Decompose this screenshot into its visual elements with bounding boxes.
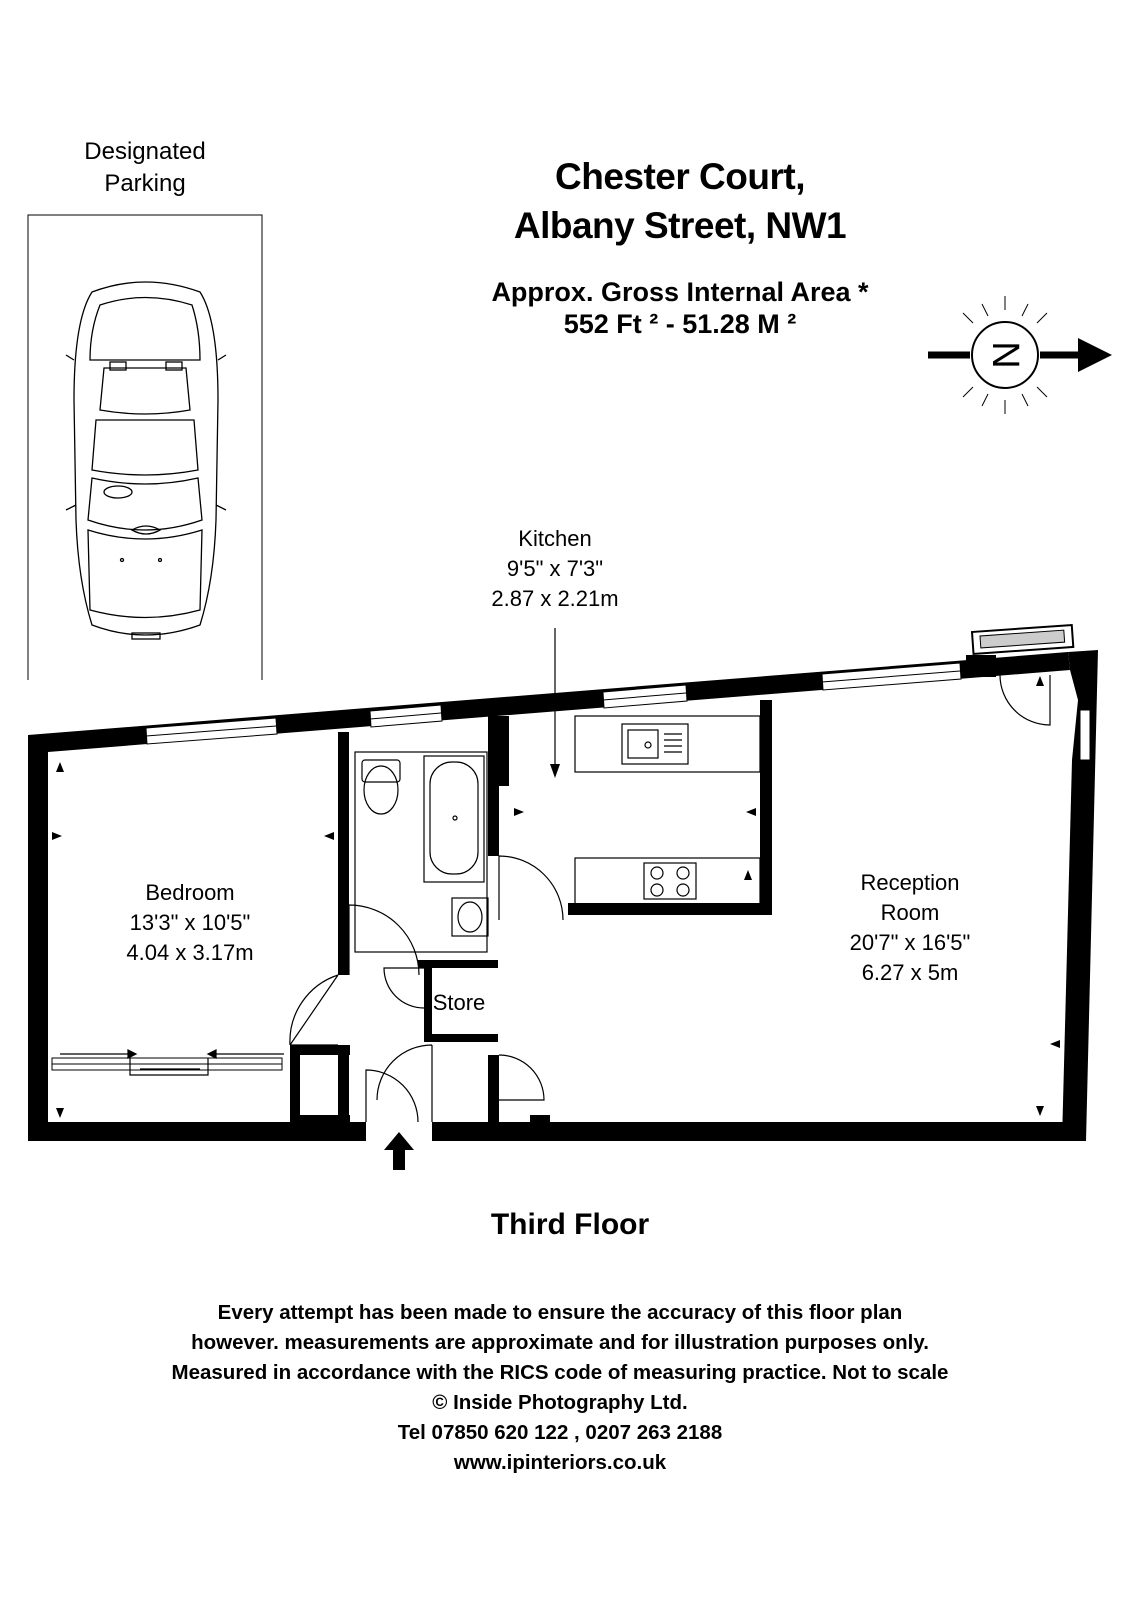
bathroom-fixtures [355, 752, 488, 952]
reception-name-line2: Room [880, 900, 940, 925]
reception-metric: 6.27 x 5m [861, 960, 959, 985]
floor-label: Third Floor [490, 1208, 650, 1241]
car-icon [66, 282, 226, 639]
windows [52, 663, 1090, 1070]
area-value: 552 Ft ² - 51.28 M ² [563, 309, 797, 339]
gross-area [420, 276, 940, 340]
room-label-kitchen [460, 524, 650, 614]
kitchen-imperial: 9'5" x 7'3" [506, 556, 604, 581]
kitchen-fixtures [575, 716, 760, 904]
bedroom-imperial: 13'3" x 10'5" [129, 910, 251, 935]
bedroom-metric: 4.04 x 3.17m [126, 940, 254, 965]
kitchen-name: Kitchen [518, 526, 592, 551]
parking-bay [28, 215, 262, 680]
room-label-reception [815, 868, 1005, 988]
disclaimer [100, 1298, 1020, 1478]
room-label-bedroom [95, 878, 285, 968]
reception-name-line1: Reception [860, 870, 960, 895]
parking-label [45, 136, 245, 200]
parking-label-line2: Parking [104, 170, 186, 197]
title-line2: Albany Street, NW1 [513, 205, 847, 246]
room-label-store: Store [432, 990, 486, 1015]
disclaimer-line3: Measured in accordance with the RICS code of measuring practice. Not to scale [171, 1361, 949, 1384]
entrance-arrow-icon [384, 1132, 414, 1170]
bedroom-name: Bedroom [145, 880, 235, 905]
title-line1: Chester Court, [555, 156, 805, 197]
disclaimer-line6: www.ipinteriors.co.uk [453, 1451, 667, 1474]
disclaimer-line2: however. measurements are approximate and for illustration purposes only. [191, 1331, 929, 1354]
reception-imperial: 20'7" x 16'5" [849, 930, 971, 955]
kitchen-metric: 2.87 x 2.21m [491, 586, 619, 611]
disclaimer-line1: Every attempt has been made to ensure the accuracy of this floor plan [217, 1301, 903, 1324]
page-title [420, 152, 940, 250]
compass-letter: N [984, 341, 1026, 369]
area-label: Approx. Gross Internal Area * [491, 277, 869, 307]
disclaimer-line4: © Inside Photography Ltd. [432, 1391, 688, 1414]
parking-label-line1: Designated [84, 138, 206, 165]
vent-box [972, 625, 1073, 654]
disclaimer-line5: Tel 07850 620 122 , 0207 263 2188 [397, 1421, 723, 1444]
